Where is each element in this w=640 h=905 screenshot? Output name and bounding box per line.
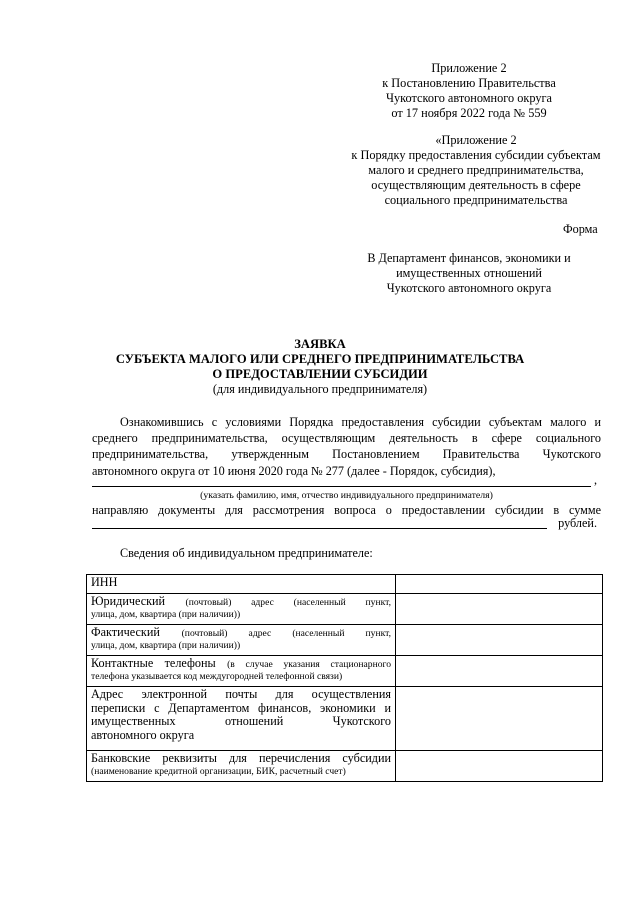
value-cell-bank-details[interactable] [396, 751, 603, 782]
inn-label: ИНН [91, 575, 118, 589]
intro-line: предпринимательства, утвержденным Постановлением Правительства Чукотского [92, 447, 601, 462]
appendix-line: Приложение 2 [431, 61, 507, 75]
value-cell-legal-address[interactable] [396, 594, 603, 625]
intro-line: автономного округа от 10 июня 2020 года № 277 (далее - Порядок, субсидия), [92, 463, 496, 478]
inline-note: (в случае указания стационарного [227, 659, 391, 670]
name-underline [92, 486, 591, 487]
email-label-line: имущественных отношений Чукотского [91, 714, 391, 729]
currency-label: рублей. [558, 516, 597, 530]
intro-line: Ознакомившись с условиями Порядка предоставления субсидии субъектам малого и [120, 415, 601, 429]
table-row-inn [87, 575, 603, 594]
intro-paragraph [92, 414, 601, 479]
name-trailing-comma: , [593, 473, 597, 487]
label-cell [87, 751, 396, 782]
procedure-appendix-line: к Порядку предоставления субсидии субъектам [351, 148, 601, 162]
title-line: О ПРЕДОСТАВЛЕНИИ СУБСИДИИ [212, 367, 428, 381]
table-row-phones [87, 656, 603, 687]
appendix-line: от 17 ноября 2022 года № 559 [391, 106, 547, 120]
phones-note: телефона указывается код междугородней телефонной связи) [91, 671, 343, 682]
procedure-appendix-line: малого и среднего предпринимательства, [368, 163, 584, 177]
label-cell [87, 687, 396, 751]
label-cell [87, 575, 396, 594]
value-cell-actual-address[interactable] [396, 625, 603, 656]
addressee-line: В Департамент финансов, экономики и [367, 251, 571, 265]
label-cell [87, 594, 396, 625]
appendix-header [0, 61, 640, 121]
appendix-line: к Постановлению Правительства [382, 76, 556, 90]
procedure-appendix-line: социального предпринимательства [384, 193, 568, 207]
legal-address-note: улица, дом, квартира (при наличии)) [91, 609, 241, 620]
name-caption: (указать фамилию, имя, отчество индивидуального предпринимателя) [200, 490, 493, 501]
procedure-appendix-header [326, 133, 626, 208]
phones-label: Контактные телефоны (в случае указания стационарного [91, 656, 391, 670]
addressee-block [349, 251, 589, 296]
amount-underline [92, 528, 547, 529]
table-row-legal-address [87, 594, 603, 625]
inline-note: (почтовый) адрес (населенный пункт, [181, 628, 392, 639]
label-cell [87, 625, 396, 656]
section-heading: Сведения об индивидуальном предпринимателе: [120, 546, 373, 560]
table-row-actual-address [87, 625, 603, 656]
actual-address-note: улица, дом, квартира (при наличии)) [91, 640, 241, 651]
addressee-line: имущественных отношений [396, 266, 542, 280]
title-line: СУБЪЕКТА МАЛОГО ИЛИ СРЕДНЕГО ПРЕДПРИНИМАТЕЛЬСТВА [115, 352, 525, 366]
value-cell-email[interactable] [396, 687, 603, 751]
entrepreneur-name-field[interactable] [92, 474, 601, 490]
inline-note: (почтовый) адрес (населенный пункт, [185, 597, 391, 608]
table-row-bank-details [87, 751, 603, 782]
bank-details-label: Банковские реквизиты для перечисления субсидии [91, 751, 391, 765]
email-label-line: переписки с Департаментом финансов, экономики и [91, 700, 391, 715]
procedure-appendix-line: осуществляющим деятельность в сфере [371, 178, 581, 192]
documents-line: направляю документы для рассмотрения вопроса о предоставлении субсидии в сумме [92, 503, 601, 517]
value-cell-inn[interactable] [396, 575, 603, 594]
intro-line: среднего предпринимательства, осуществляющим деятельность в сфере социального [92, 431, 601, 446]
procedure-appendix-line: «Приложение 2 [435, 133, 517, 147]
title-subtitle: (для индивидуального предпринимателя) [212, 382, 428, 396]
actual-address-label: Фактический (почтовый) адрес (населенный пункт, [91, 625, 392, 639]
entrepreneur-info-table [86, 574, 603, 782]
value-cell-phones[interactable] [396, 656, 603, 687]
addressee-line: Чукотского автономного округа [386, 281, 552, 295]
table-row-email [87, 687, 603, 751]
bank-details-note: (наименование кредитной организации, БИК, расчетный счет) [91, 765, 346, 777]
legal-address-label: Юридический (почтовый) адрес (населенный пункт, [91, 594, 391, 608]
form-label: Форма [563, 222, 598, 236]
label-cell [87, 656, 396, 687]
subsidy-amount-field[interactable] [92, 516, 601, 532]
appendix-line: Чукотского автономного округа [386, 91, 552, 105]
email-label-line: автономного округа [91, 727, 195, 742]
email-label-line: Адрес электронной почты для осуществления [91, 687, 391, 701]
title-line: ЗАЯВКА [294, 337, 346, 351]
document-title [0, 337, 640, 397]
